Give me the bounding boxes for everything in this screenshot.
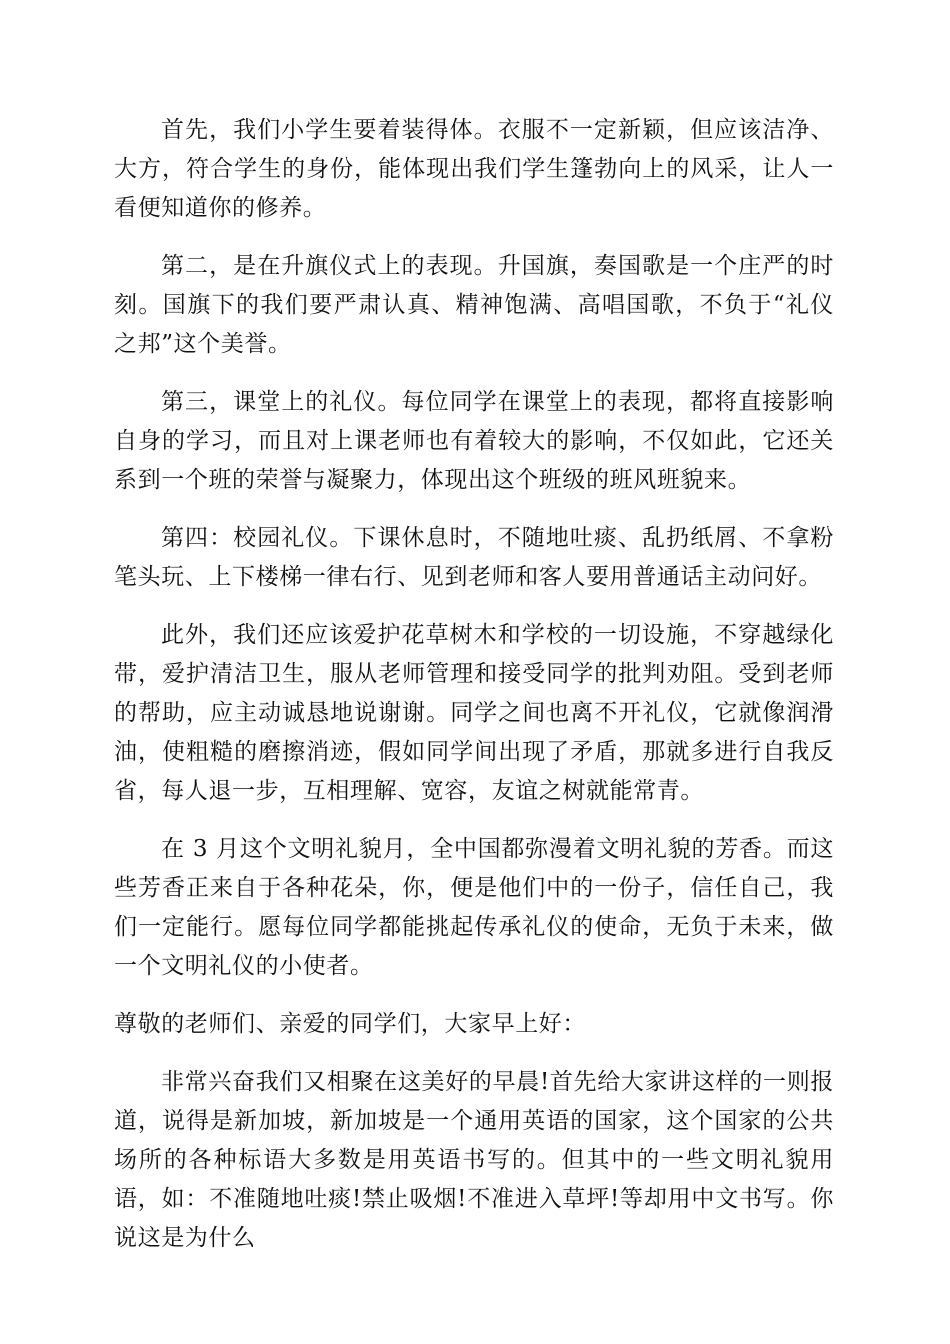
paragraph-flag-ceremony: 第二，是在升旗仪式上的表现。升国旗，奏国歌是一个庄严的时刻。国旗下的我们要严肃认真、精神饱满、高唱国歌，不负于“礼仪之邦”这个美誉。	[114, 253, 834, 357]
paragraph-classroom: 第三，课堂上的礼仪。每位同学在课堂上的表现，都将直接影响自身的学习，而且对上课老师也有着较大的影响，不仅如此，它还关系到一个班的荣誉与凝聚力，体现出这个班级的班风班貌来。	[114, 389, 834, 493]
paragraph-singapore: 非常兴奋我们又相聚在这美好的早晨!首先给大家讲这样的一则报道，说得是新加坡，新加坡是一个通用英语的国家，这个国家的公共场所的各种标语大多数是用英语书写的。但其中的一些文明礼貌用语，如：不准随地吐痰!禁止吸烟!不准进入草坪!等却用中文书写。你说这是为什么	[114, 1069, 834, 1251]
paragraph-attire: 首先，我们小学生要着装得体。衣服不一定新颖，但应该洁净、大方，符合学生的身份，能体现出我们学生篷勃向上的风采，让人一看便知道你的修养。	[114, 117, 834, 221]
paragraph-march: 在 3 月这个文明礼貌月，全中国都弥漫着文明礼貌的芳香。而这些芳香正来自于各种花朵，你，便是他们中的一份子，信任自己，我们一定能行。愿每位同学都能挑起传承礼仪的使命，无负于未来，做一个文明礼仪的小使者。	[114, 836, 834, 979]
paragraph-campus: 第四：校园礼仪。下课休息时，不随地吐痰、乱扔纸屑、不拿粉笔头玩、上下楼梯一律右行、见到老师和客人要用普通话主动问好。	[114, 525, 834, 590]
paragraph-besides: 此外，我们还应该爱护花草树木和学校的一切设施，不穿越绿化带，爱护清洁卫生，服从老师管理和接受同学的批判劝阻。受到老师的帮助，应主动诚恳地说谢谢。同学之间也离不开礼仪，它就像润滑油，使粗糙的磨擦消迹，假如同学间出现了矛盾，那就多进行自我反省，每人退一步，互相理解、宽容，友谊之树就能常青。	[114, 622, 834, 804]
document-body	[114, 111, 834, 1277]
paragraph-greeting: 尊敬的老师们、亲爱的同学们，大家早上好：	[114, 1011, 586, 1037]
